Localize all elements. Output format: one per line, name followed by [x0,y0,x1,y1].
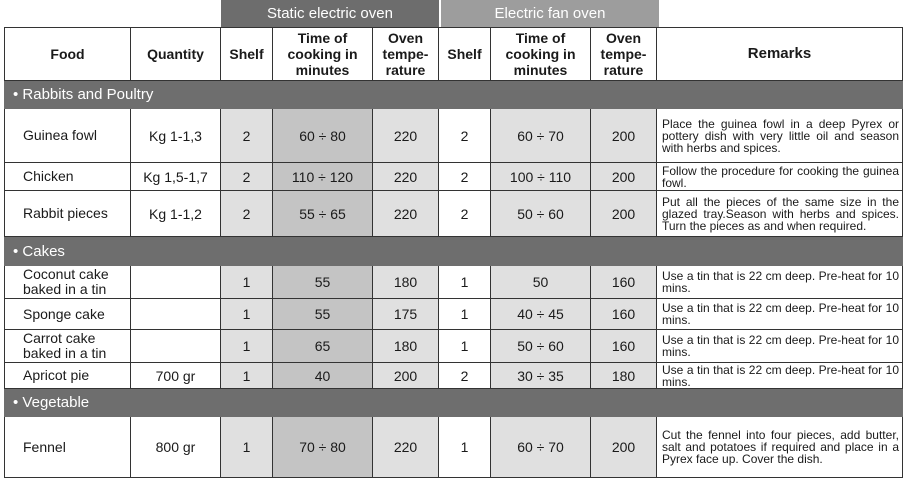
fan-shelf-cell: 1 [439,299,491,330]
remarks-cell: Use a tin that is 22 cm deep. Pre-heat for 10 mins. [657,299,903,330]
static-time-cell: 40 [273,363,373,389]
static-shelf-cell: 2 [221,109,273,163]
fan-shelf-cell: 2 [439,363,491,389]
fan-time-cell: 50 ÷ 60 [491,330,591,363]
remarks-cell: Place the guinea fowl in a deep Pyrex or pottery dish with very little oil and season with herbs and spices. [657,109,903,163]
remarks-cell: Cut the fennel into four pieces, add butter, salt and potatoes if required and place in a Pyrex face up. Cover the dish. [657,417,903,478]
quantity-cell: 700 gr [131,363,221,389]
food-cell: Fennel [5,417,131,478]
food-cell: Coconut cake baked in a tin [5,266,131,299]
col-static-time: Time of cooking in minutes [273,28,373,81]
static-temp-cell: 180 [373,266,439,299]
quantity-cell [131,299,221,330]
static-shelf-cell: 1 [221,363,273,389]
col-quantity: Quantity [131,28,221,81]
fan-shelf-cell: 2 [439,109,491,163]
quantity-cell [131,266,221,299]
fan-time-cell: 60 ÷ 70 [491,109,591,163]
fan-time-cell: 40 ÷ 45 [491,299,591,330]
fan-shelf-cell: 1 [439,266,491,299]
remarks-cell: Put all the pieces of the same size in the glazed tray.Season with herbs and spices. Turn the pieces as and when required. [657,191,903,237]
col-fan-temp: Oven tempe- rature [591,28,657,81]
table-row [5,417,903,478]
fan-shelf-cell: 1 [439,330,491,363]
food-cell: Rabbit pieces [5,191,131,237]
quantity-cell: Kg 1-1,2 [131,191,221,237]
section-row [5,81,903,109]
static-temp-cell: 220 [373,417,439,478]
food-cell: Apricot pie [5,363,131,389]
col-food: Food [5,28,131,81]
quantity-cell: Kg 1-1,3 [131,109,221,163]
section-row [5,389,903,417]
static-shelf-cell: 1 [221,299,273,330]
table-row [5,163,903,191]
static-temp-cell: 175 [373,299,439,330]
food-cell: Chicken [5,163,131,191]
static-oven-group-header: Static electric oven [221,0,439,27]
remarks-cell: Use a tin that is 22 cm deep. Pre-heat for 10 mins. [657,266,903,299]
remarks-cell: Use a tin that is 22 cm deep. Pre-heat for 10 mins. [657,330,903,363]
static-time-cell: 65 [273,330,373,363]
table-row [5,191,903,237]
static-temp-cell: 220 [373,109,439,163]
table-row [5,299,903,330]
static-time-cell: 60 ÷ 80 [273,109,373,163]
static-shelf-cell: 2 [221,191,273,237]
table-row [5,266,903,299]
remarks-cell: Follow the procedure for cooking the guinea fowl. [657,163,903,191]
table-row [5,330,903,363]
section-title: • Cakes [5,237,903,266]
col-remarks: Remarks [657,28,903,81]
static-shelf-cell: 2 [221,163,273,191]
col-fan-shelf: Shelf [439,28,491,81]
fan-time-cell: 50 ÷ 60 [491,191,591,237]
fan-temp-cell: 160 [591,266,657,299]
section-title: • Rabbits and Poultry [5,81,903,109]
table-row [5,109,903,163]
fan-temp-cell: 200 [591,417,657,478]
fan-time-cell: 30 ÷ 35 [491,363,591,389]
remarks-cell: Use a tin that is 22 cm deep. Pre-heat for 10 mins. [657,363,903,389]
static-time-cell: 55 [273,266,373,299]
cooking-table [4,27,903,478]
section-title: • Vegetable [5,389,903,417]
col-static-shelf: Shelf [221,28,273,81]
fan-oven-group-header: Electric fan oven [441,0,659,27]
col-static-temp: Oven tempe- rature [373,28,439,81]
table-row [5,363,903,389]
fan-shelf-cell: 2 [439,191,491,237]
static-temp-cell: 200 [373,363,439,389]
static-temp-cell: 220 [373,163,439,191]
col-fan-time: Time of cooking in minutes [491,28,591,81]
static-time-cell: 110 ÷ 120 [273,163,373,191]
fan-time-cell: 50 [491,266,591,299]
fan-temp-cell: 200 [591,191,657,237]
fan-time-cell: 60 ÷ 70 [491,417,591,478]
fan-temp-cell: 180 [591,363,657,389]
static-shelf-cell: 1 [221,330,273,363]
fan-temp-cell: 160 [591,299,657,330]
fan-shelf-cell: 1 [439,417,491,478]
food-cell: Sponge cake [5,299,131,330]
static-temp-cell: 220 [373,191,439,237]
fan-temp-cell: 200 [591,109,657,163]
fan-shelf-cell: 2 [439,163,491,191]
static-shelf-cell: 1 [221,266,273,299]
quantity-cell [131,330,221,363]
static-shelf-cell: 1 [221,417,273,478]
fan-temp-cell: 160 [591,330,657,363]
food-cell: Carrot cake baked in a tin [5,330,131,363]
food-cell: Guinea fowl [5,109,131,163]
static-temp-cell: 180 [373,330,439,363]
fan-time-cell: 100 ÷ 110 [491,163,591,191]
static-time-cell: 55 ÷ 65 [273,191,373,237]
quantity-cell: 800 gr [131,417,221,478]
fan-temp-cell: 200 [591,163,657,191]
static-time-cell: 55 [273,299,373,330]
section-row [5,237,903,266]
static-time-cell: 70 ÷ 80 [273,417,373,478]
quantity-cell: Kg 1,5-1,7 [131,163,221,191]
